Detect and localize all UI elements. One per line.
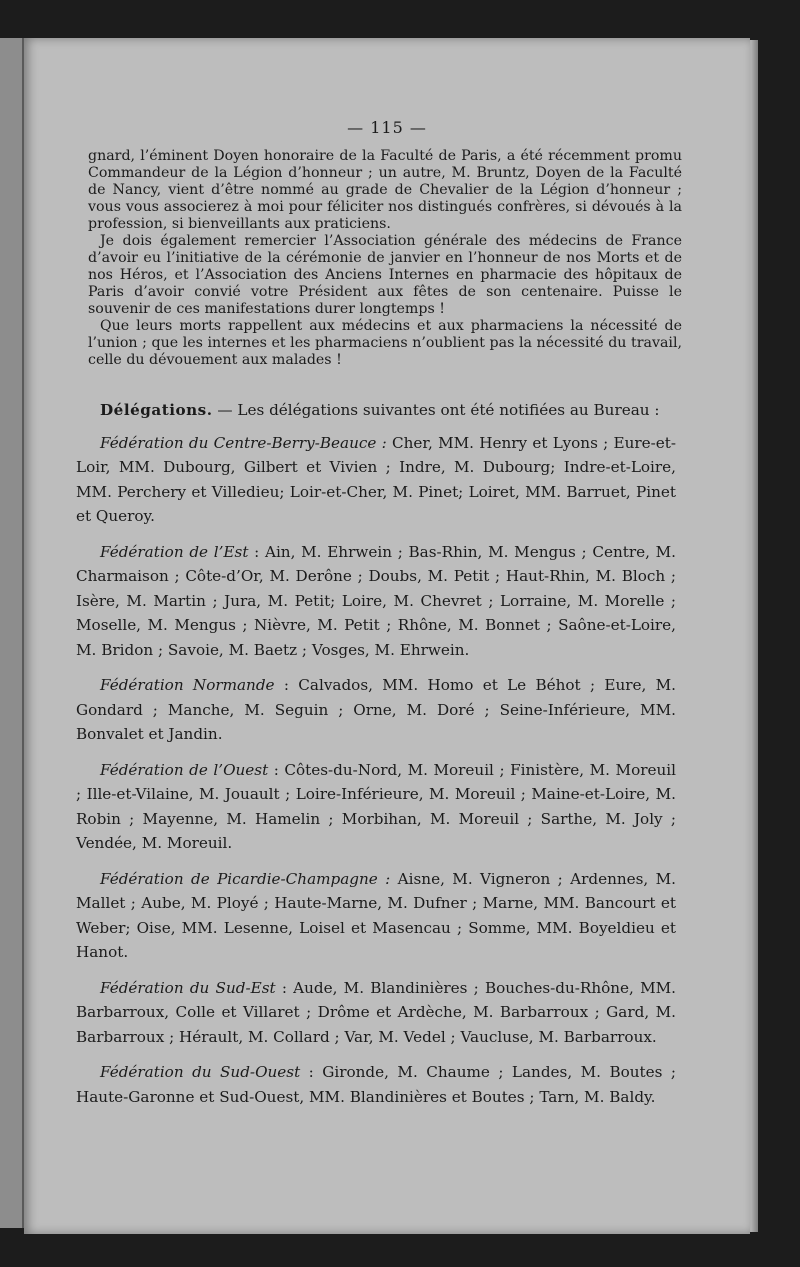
federation-delegates: Aisne, M. Vigneron ; Ardennes, M. Mallet ; Aube, M. Ployé ; Haute-Marne, M. Dufner ; Marne, MM. Bancourt et Weber; Oise, MM. Lesenne, Loisel et Masencau ; Somme, MM. Boyeldieu et Hanot. xyxy=(76,869,677,961)
federation-name: Fédération de l’Est xyxy=(100,542,249,561)
book-page xyxy=(24,38,750,1234)
federation-name: Fédération du Centre-Berry-Beauce : xyxy=(100,433,387,452)
page-number: — 115 — xyxy=(347,118,427,137)
federation-delegates: : Calvados, MM. Homo et Le Béhot ; Eure, M. Gondard ; Manche, M. Seguin ; Orne, M. Doré ; Seine-Inférieure, MM. Bonvalet et Jandin. xyxy=(76,676,676,743)
federation-name: Fédération Normande xyxy=(100,676,275,694)
federation-paragraph xyxy=(76,431,676,529)
federation-delegates: Cher, MM. Henry et Lyons ; Eure-et-Loir, MM. Dubourg, Gilbert et Vivien ; Indre, M. Dubourg; Indre-et-Loire, MM. Perchery et Villedieu; Loir-et-Cher, M. Pinet; Loiret, MM. Barruet, Pinet et Queroy. xyxy=(76,433,676,525)
delegations-text: — Les délégations suivantes ont été notifiées au Bureau : xyxy=(212,401,660,419)
federation-name: Fédération du Sud-Ouest xyxy=(100,1063,301,1081)
federation-paragraph xyxy=(76,1060,676,1109)
delegations-intro xyxy=(76,398,676,423)
federation-delegates: : Gironde, M. Chaume ; Landes, M. Boutes ; Haute-Garonne et Sud-Ouest, MM. Blandinières et Boutes ; Tarn, M. Baldy. xyxy=(76,1063,676,1106)
federation-paragraph xyxy=(76,758,676,856)
federation-delegates: : Ain, M. Ehrwein ; Bas-Rhin, M. Mengus ; Centre, M. Charmaison ; Côte-d’Or, M. Derône ; Doubs, M. Petit ; Haut-Rhin, M. Bloch ; Isère, M. Martin ; Jura, M. Petit; Loire, M. Chevret ; Lorraine, M. Morelle ; Moselle, M. Mengus ; Nièvre, M. Petit ; Rhône, M. Bonnet ; Saône-et-Loire, M. Bridon ; Savoie, M. Baetz ; Vosges, M. Ehrwein. xyxy=(76,542,676,659)
federation-paragraph xyxy=(76,867,676,965)
intro-text xyxy=(88,148,682,369)
federation-paragraph xyxy=(76,976,676,1050)
federation-delegates: : Côtes-du-Nord, M. Moreuil ; Finistère, M. Moreuil ; Ille-et-Vilaine, M. Jouault ; Loire-Inférieure, M. Moreuil ; Maine-et-Loire, M. Robin ; Mayenne, M. Hamelin ; Morbihan, M. Moreuil ; Sarthe, M. Joly ; Vendée, M. Moreuil. xyxy=(76,760,676,852)
facing-page-edge xyxy=(0,38,24,1228)
delegations-section xyxy=(76,398,676,1120)
federation-name: Fédération du Sud-Est xyxy=(100,978,276,997)
intro-paragraph: Je dois également remercier l’Association générale des médecins de France d’avoir eu l’initiative de la cérémonie de janvier en l’honneur de nos Morts et de nos Héros, et l’Association des Anciens Internes en pharmacie des hôpitaux de Paris d’avoir convié votre Président aux fêtes de son centenaire. Puisse le souvenir de ces manifestations durer longtemps ! xyxy=(88,233,682,317)
federation-paragraph xyxy=(76,673,676,747)
federation-paragraph xyxy=(76,540,676,663)
delegations-heading: Délégations. xyxy=(100,401,213,419)
federation-delegates: : Aude, M. Blandinières ; Bouches-du-Rhône, MM. Barbarroux, Colle et Villaret ; Drôme et Ardèche, M. Barbarroux ; Gard, M. Barbarroux ; Hérault, M. Collard ; Var, M. Vedel ; Vaucluse, M. Barbarroux. xyxy=(76,978,676,1046)
intro-paragraph: gnard, l’éminent Doyen honoraire de la Faculté de Paris, a été récemment promu Commandeur de la Légion d’honneur ; un autre, M. Bruntz, Doyen de la Faculté de Nancy, vient d’être nommé au grade de Chevalier de la Légion d’honneur ; vous vous associerez à moi pour féliciter nos distingués confrères, si dévoués à la profession, si bienveillants aux praticiens. xyxy=(88,148,682,232)
federation-name: Fédération de l’Ouest xyxy=(100,760,269,779)
intro-paragraph: Que leurs morts rappellent aux médecins et aux pharmaciens la nécessité de l’union ; que les internes et les pharmaciens n’oublient pas la nécessité du travail, celle du dévouement aux malades ! xyxy=(88,318,682,368)
federation-name: Fédération de Picardie-Champagne : xyxy=(100,869,391,888)
